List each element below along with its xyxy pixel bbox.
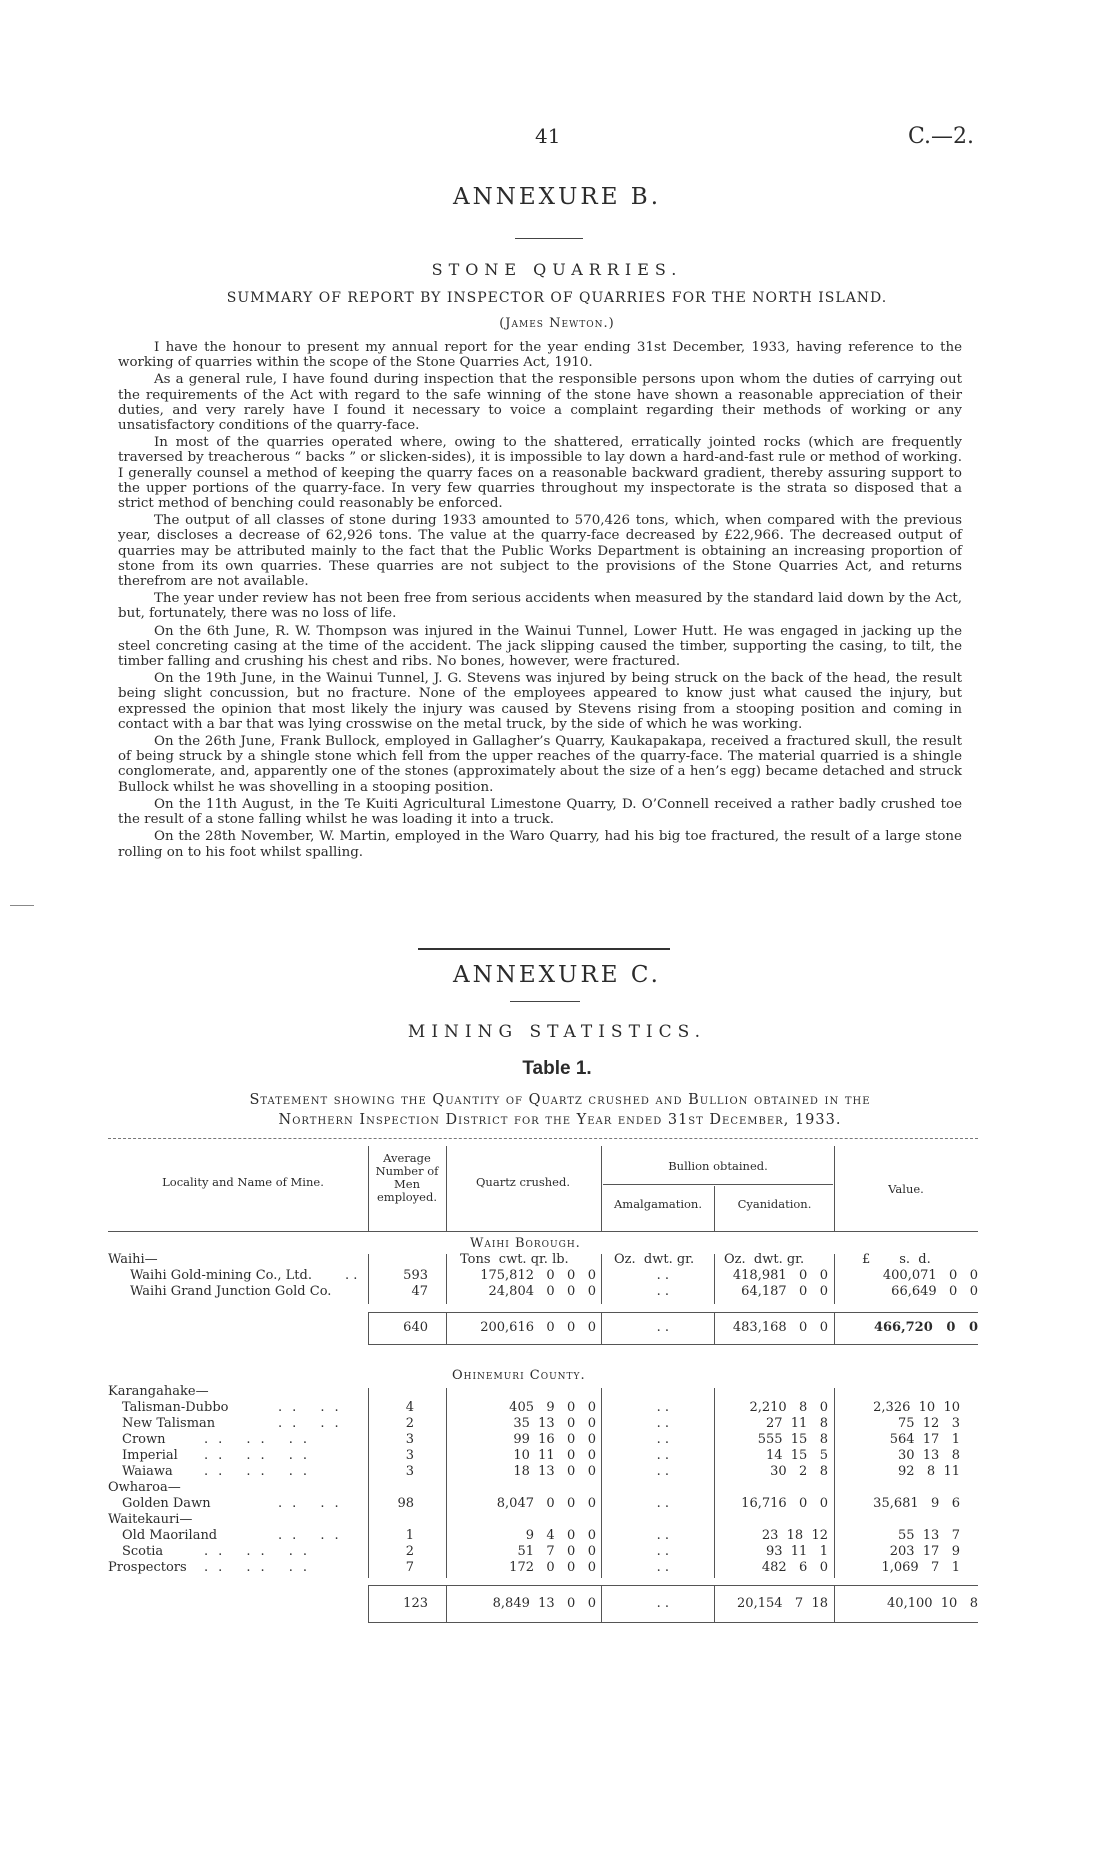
- amalgamation: . .: [656, 1544, 669, 1559]
- cyanidation: 2,210 8 0: [749, 1400, 828, 1415]
- cyanidation: 14 15 5: [765, 1448, 828, 1463]
- col-rule: [714, 1388, 715, 1578]
- col-rule: [714, 1585, 715, 1622]
- men-employed: 47: [411, 1284, 428, 1299]
- leader-dots: .. ..: [278, 1496, 349, 1511]
- amalgamation: . .: [656, 1448, 669, 1463]
- col-rule: [714, 1312, 715, 1344]
- report-paragraph: On the 19th June, in the Wainui Tunnel, J. G. Stevens was injured by being struck on the back of the head, the result being slight concussion, but no fracture. None of the employees appeared to know just what caused the injury, but expressed the opinion that most likely the injury was caused by Stevens rising from a stooping position and coming in contact with a bar that was lying crosswise on the metal truck, by the side of which he was working.: [118, 671, 962, 732]
- report-paragraph: I have the honour to present my annual report for the year ending 31st December, 1933, having reference to the working of quarries within the scope of the Stone Quarries Act, 1910.: [118, 340, 962, 371]
- quartz-crushed: 24,804 0 0 0: [488, 1284, 596, 1299]
- quartz-crushed: 175,812 0 0 0: [480, 1268, 596, 1283]
- value: 1,069 7 1: [881, 1560, 960, 1575]
- report-paragraph: The output of all classes of stone during 1933 amounted to 570,426 tons, which, when compared with the previous year, discloses a decrease of 62,926 tons. The value at the quarry-face decreased by £22,966. The decreased output of quarries may be attributed mainly to the fact that the Public Works Department is obtaining an increasing proportion of stone from its own quarries. These quarries are not subject to the provisions of the Stone Quarries Act, and returns therefrom are not available.: [118, 513, 962, 590]
- total-quartz: 200,616 0 0 0: [480, 1320, 596, 1335]
- total-value: 466,720 0 0: [873, 1320, 978, 1335]
- total-cyanidation: 483,168 0 0: [732, 1320, 828, 1335]
- value: 75 12 3: [897, 1416, 960, 1431]
- col-rule: [446, 1585, 447, 1622]
- mine-name: New Talisman: [122, 1416, 216, 1431]
- mine-name: Prospectors: [108, 1560, 187, 1575]
- unit-amalgamation: Oz. dwt. gr.: [614, 1252, 695, 1267]
- annexure-b-title: ANNEXURE B.: [452, 184, 662, 210]
- leader-dots: .. ..: [278, 1416, 349, 1431]
- total-cyanidation: 20,154 7 18: [737, 1596, 828, 1611]
- total-value: 40,100 10 8: [887, 1596, 978, 1611]
- col-rule: [601, 1388, 602, 1578]
- col-rule: [834, 1254, 835, 1304]
- col-rule: [834, 1388, 835, 1578]
- col-rule: [446, 1388, 447, 1578]
- col-header-value: Value.: [888, 1182, 924, 1196]
- cyanidation: 64,187 0 0: [741, 1284, 828, 1299]
- report-author: (James Newton.): [499, 316, 615, 331]
- cyanidation: 27 11 8: [765, 1416, 828, 1431]
- col-rule: [368, 1146, 369, 1231]
- col-rule: [601, 1312, 602, 1344]
- report-paragraph: On the 6th June, R. W. Thompson was injured in the Wainui Tunnel, Lower Hutt. He was engaged in jacking up the steel concreting casing at the time of the accident. The jack slipping caused the timber, supporting the casing, to tilt, the timber falling and crushing his chest and ribs. No bones, however, were fractured.: [118, 623, 962, 670]
- quartz-crushed: 35 13 0 0: [513, 1416, 596, 1431]
- amalgamation: . .: [656, 1464, 669, 1479]
- cyanidation: 16,716 0 0: [741, 1496, 828, 1511]
- col-rule: [368, 1312, 369, 1344]
- report-paragraph: The year under review has not been free from serious accidents when measured by the standard laid down by the Act, but, fortunately, there was no loss of life.: [118, 591, 962, 622]
- col-rule: [368, 1585, 369, 1622]
- bullion-subheader-rule: [603, 1184, 833, 1185]
- quartz-crushed: 10 11 0 0: [513, 1448, 596, 1463]
- stone-quarries-heading: STONE QUARRIES.: [431, 260, 683, 279]
- value: 35,681 9 6: [873, 1496, 960, 1511]
- amalgamation: . .: [656, 1560, 669, 1575]
- total-rule: [368, 1585, 978, 1586]
- table-statement: [130, 1090, 990, 1130]
- cyanidation: 93 11 1: [765, 1544, 828, 1559]
- section-title-waihi-borough: Waihi Borough.: [470, 1236, 581, 1251]
- col-rule: [834, 1312, 835, 1344]
- report-paragraph: On the 28th November, W. Martin, employed in the Waro Quarry, had his big toe fractured, the result of a large stone rolling on to his foot whilst spalling.: [118, 829, 962, 860]
- report-body: [118, 340, 962, 862]
- leader-dots: .. ..: [278, 1528, 349, 1543]
- cyanidation: 555 15 8: [757, 1432, 828, 1447]
- quartz-crushed: 51 7 0 0: [517, 1544, 596, 1559]
- mine-name: Golden Dawn: [122, 1496, 211, 1511]
- table-header-rule: [108, 1231, 978, 1232]
- unit-cyanidation: Oz. dwt. gr.: [724, 1252, 805, 1267]
- men-employed: 3: [405, 1448, 414, 1463]
- col-rule: [714, 1254, 715, 1304]
- amalgamation: . .: [656, 1416, 669, 1431]
- divider: [515, 238, 583, 239]
- amalgamation: . .: [656, 1432, 669, 1447]
- report-summary-heading: SUMMARY OF REPORT BY INSPECTOR OF QUARRIES FOR THE NORTH ISLAND.: [226, 290, 888, 306]
- col-rule: [834, 1585, 835, 1622]
- quartz-crushed: 9 4 0 0: [525, 1528, 596, 1543]
- statement-line: Northern Inspection District for the Year ended 31st December, 1933.: [278, 1112, 842, 1128]
- mine-name: Crown: [122, 1432, 166, 1447]
- quartz-crushed: 99 16 0 0: [513, 1432, 596, 1447]
- men-employed: 1: [405, 1528, 414, 1543]
- men-employed: 593: [403, 1268, 428, 1283]
- section-title-ohinemuri-county: Ohinemuri County.: [452, 1368, 586, 1383]
- col-header-amalgamation: Amalgamation.: [613, 1197, 702, 1211]
- men-employed: 98: [397, 1496, 414, 1511]
- col-header-quartz: Quartz crushed.: [476, 1175, 570, 1189]
- leader-dots: .. .. ..: [204, 1432, 318, 1447]
- men-employed: 3: [405, 1464, 414, 1479]
- leader-dots: .. .. ..: [204, 1544, 318, 1559]
- group-label: Waihi—: [108, 1252, 158, 1267]
- col-rule: [601, 1254, 602, 1304]
- statement-line: Statement showing the Quantity of Quartz crushed and Bullion obtained in the: [249, 1092, 871, 1108]
- table-top-rule: [108, 1138, 978, 1139]
- leader-dots: .. .. ..: [204, 1464, 318, 1479]
- mine-name: Talisman-Dubbo: [122, 1400, 229, 1415]
- mine-name: Waiawa: [122, 1464, 173, 1479]
- leader-dots: . .: [345, 1268, 358, 1283]
- col-header-men: Average Number of Men employed.: [375, 1151, 439, 1204]
- cyanidation: 482 6 0: [761, 1560, 828, 1575]
- amalgamation: . .: [656, 1528, 669, 1543]
- col-header-bullion: Bullion obtained.: [668, 1159, 768, 1173]
- value: 66,649 0 0: [891, 1284, 978, 1299]
- total-men: 640: [403, 1320, 428, 1335]
- col-rule: [446, 1312, 447, 1344]
- mine-name: Imperial: [122, 1448, 178, 1463]
- cyanidation: 23 18 12: [761, 1528, 828, 1543]
- value: 30 13 8: [897, 1448, 960, 1463]
- mine-name: Old Maoriland: [122, 1528, 218, 1543]
- page-number: 41: [535, 124, 561, 148]
- total-rule: [368, 1344, 978, 1345]
- men-employed: 7: [405, 1560, 414, 1575]
- mine-name: Scotia: [122, 1544, 164, 1559]
- amalgamation: . .: [656, 1284, 669, 1299]
- cyanidation: 30 2 8: [770, 1464, 828, 1479]
- col-rule: [714, 1186, 715, 1231]
- document-code: C.—2.: [908, 124, 975, 149]
- report-paragraph: On the 11th August, in the Te Kuiti Agricultural Limestone Quarry, D. O’Connell received a rather badly crushed toe the result of a stone falling whilst he was loading it into a truck.: [118, 796, 962, 828]
- unit-value: £ s. d.: [862, 1252, 931, 1267]
- mining-statistics-heading: MINING STATISTICS.: [407, 1022, 707, 1042]
- amalgamation: . .: [656, 1400, 669, 1415]
- value: 92 8 11: [897, 1464, 960, 1479]
- total-amalgamation: . .: [656, 1596, 669, 1611]
- value: 55 13 7: [897, 1528, 960, 1543]
- men-employed: 2: [405, 1416, 414, 1431]
- cyanidation: 418,981 0 0: [732, 1268, 828, 1283]
- report-paragraph: On the 26th June, Frank Bullock, employed in Gallagher’s Quarry, Kaukapakapa, received a fractured skull, the result of being struck by a shingle stone which fell from the upper reaches of the quarry-face. The material quarried is a shingle conglomerate, and, apparently one of the stones (approximately about the size of a hen’s egg) became detached and struck Bullock whilst he was shovelling in a stooping position.: [118, 734, 962, 795]
- total-rule: [368, 1622, 978, 1623]
- group-label: Karangahake—: [108, 1384, 209, 1399]
- men-employed: 2: [405, 1544, 414, 1559]
- leader-dots: .. .. ..: [204, 1448, 318, 1463]
- leader-dots: .. ..: [278, 1400, 349, 1415]
- col-rule: [368, 1388, 369, 1578]
- amalgamation: . .: [656, 1268, 669, 1283]
- amalgamation: . .: [656, 1496, 669, 1511]
- quartz-crushed: 405 9 0 0: [509, 1400, 596, 1415]
- mine-name: Waihi Gold-mining Co., Ltd.: [130, 1268, 312, 1283]
- col-rule: [446, 1146, 447, 1231]
- total-men: 123: [403, 1596, 428, 1611]
- unit-quartz: Tons cwt. qr. lb.: [460, 1252, 569, 1267]
- report-paragraph: In most of the quarries operated where, owing to the shattered, erratically jointed rocks (which are frequently traversed by treacherous “ backs ” or slicken-sides), it is impossible to lay down a hard-and-fast rule or method of working. I generally counsel a method of keeping the quarry faces on a reasonable backward gradient, thereby assuring support to the upper portions of the quarry-face. In very few quarries throughout my inspectorate is the strata so disposed that a strict method of benching could reasonably be enforced.: [118, 435, 962, 512]
- men-employed: 4: [405, 1400, 414, 1415]
- col-rule: [446, 1254, 447, 1304]
- table-label: Table 1.: [522, 1058, 592, 1079]
- col-rule: [834, 1146, 835, 1231]
- group-label: Owharoa—: [108, 1480, 181, 1495]
- group-label: Waitekauri—: [108, 1512, 193, 1527]
- quartz-crushed: 172 0 0 0: [509, 1560, 596, 1575]
- report-paragraph: As a general rule, I have found during inspection that the responsible persons upon whom the duties of carrying out the requirements of the Act with regard to the safe winning of the stone have shown a reasonable appreciation of their duties, and very rarely have I found it necessary to voice a complaint regarding their methods of working or any unsatisfactory conditions of the quarry-face.: [118, 372, 962, 434]
- total-amalgamation: . .: [656, 1320, 669, 1335]
- section-divider: [418, 948, 670, 950]
- mine-name: Waihi Grand Junction Gold Co.: [130, 1284, 332, 1299]
- annexure-c-title: ANNEXURE C.: [453, 962, 661, 988]
- col-rule: [601, 1585, 602, 1622]
- men-employed: 3: [405, 1432, 414, 1447]
- col-header-cyanidation: Cyanidation.: [737, 1197, 812, 1211]
- value: 2,326 10 10: [873, 1400, 960, 1415]
- col-rule: [368, 1254, 369, 1304]
- total-rule: [368, 1312, 978, 1313]
- margin-mark: [10, 905, 34, 906]
- leader-dots: .. .. ..: [204, 1560, 318, 1575]
- quartz-crushed: 18 13 0 0: [513, 1464, 596, 1479]
- total-quartz: 8,849 13 0 0: [492, 1596, 596, 1611]
- value: 564 17 1: [889, 1432, 960, 1447]
- quartz-crushed: 8,047 0 0 0: [496, 1496, 596, 1511]
- col-header-locality: Locality and Name of Mine.: [162, 1175, 324, 1189]
- value: 203 17 9: [889, 1544, 960, 1559]
- divider: [510, 1001, 580, 1002]
- col-rule: [601, 1146, 602, 1231]
- value: 400,071 0 0: [882, 1268, 978, 1283]
